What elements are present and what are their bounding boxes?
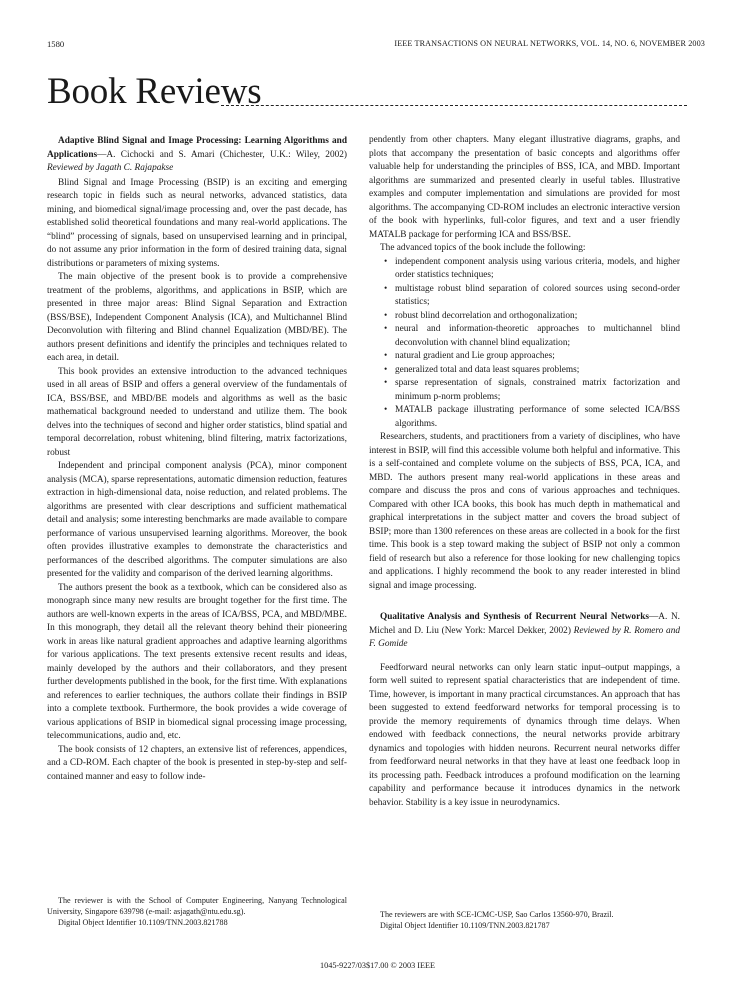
journal-header: IEEE TRANSACTIONS ON NEURAL NETWORKS, VOL. 14, NO. 6, NOVEMBER 2003 (394, 39, 705, 48)
footnote-text: The reviewer is with the School of Computer Engineering, Nanyang Technological University, Singapore 639798 (e-mail: asjagath@ntu.edu.sg). (47, 896, 347, 916)
footnote-doi: Digital Object Identifier 10.1109/TNN.2003.821788 (58, 918, 228, 927)
list-item: • natural gradient and Lie group approaches; (384, 350, 680, 364)
list-item: • independent component analysis using various criteria, models, and higher order statistics techniques; (384, 256, 680, 283)
list-item: • multistage robust blind separation of colored sources using second-order statistics; (384, 283, 680, 310)
paragraph: The book consists of 12 chapters, an extensive list of references, appendices, and a CD-ROM. Each chapter of the book is presented in step-by-step and self-contained manner and easy to follow inde- (47, 744, 347, 782)
topics-intro: The advanced topics of the book include the following: (380, 243, 586, 253)
review-byline: —A. Cichocki and S. Amari (Chichester, U.K.: Wiley, 2002) (97, 149, 347, 160)
section-header (47, 72, 687, 112)
paragraph: Researchers, students, and practitioners from a variety of disciplines, who have interest in BSIP, will find this accessible volume both helpful and informative. This is a self-contained and complete volume on the subjects of BSS, PCA, ICA, and MBD. The authors present many real-world applications in these areas and compare and discuss the pros and cons of various approaches and techniques. Compared with other ICA books, this book has much depth in mathematical and graphical interpretations in the subject matter and covers the broad subject of BSIP; more than 1300 references on these areas are collected in a book for the first time. This book is a step toward making the subject of BSIP not only a common field of research but also a reference for those looking for new challenging topics and applications. I highly recommend the book to any reader interested in blind signal and image processing. (369, 432, 680, 591)
page-number: 1580 (47, 39, 65, 49)
list-item: • neural and information-theoretic approaches to multichannel blind deconvolution with channel blind equalization; (384, 323, 680, 350)
paragraph: This book provides an extensive introduction to the advanced techniques used in all areas of BSIP and offers a general overview of the fundamentals of ICA, BSS/BSE, and MBD/BE models and algorithms as well as the basic mathematical background needed to understand and utilize them. The book delves into the techniques of second and higher order statistics, blind spatial and temporal decorrelation, robust whitening, blind filtering, matrix factorizations, robust (47, 366, 347, 458)
review-byline: —A. N. Michel and D. Liu (New York: Marcel Dekker, 2002) (369, 612, 680, 636)
left-column (47, 135, 347, 784)
review-title: Qualitative Analysis and Synthesis of Recurrent Neural Networks (380, 612, 649, 622)
reviewer: Reviewed by R. Romero and F. Gomide (369, 625, 680, 649)
footnote-left (47, 895, 347, 928)
review-title: Adaptive Blind Signal and Image Processing: Learning Algorithms and Applications (47, 136, 347, 160)
list-item: • robust blind decorrelation and orthogonalization; (384, 310, 680, 324)
paragraph: Independent and principal component analysis (PCA), minor component analysis (MCA), sparse representations, automatic dimension reduction, features extraction in high-dimensional data, noise reduction, and related problems. The algorithms are presented with clear descriptions and sufficient mathematical detail and analysis; some interesting benchmarks are made available to compare performance of various unsupervised learning algorithms. Moreover, the book often provides illustrative examples to demonstrate the characteristics and performances of the described algorithms. The computer simulations are also presented for the validity and comparison of the derived learning algorithms. (47, 461, 347, 579)
paragraph: Feedforward neural networks can only learn static input–output mappings, a form well suited to represent spatial characteristics that are independent of time. Time, however, is important in many practical circumstances. An approach that has been suggested to extend feedforward networks for temporal processing is to provide the memory requirements of dynamics through time delays. When endowed with feedback connections, the neural networks provide arbitrary dynamics and topologies with hidden neurons. Recurrent neural networks differ from feedforward neural networks in that they have at least one feedback loop in its processing path. Feedback introduces a profound modification on the learning capability and performance because it introduces dynamics in the network behavior. Stability is a key issue in neurodynamics. (369, 662, 680, 808)
list-item: • generalized total and data least squares problems; (384, 364, 680, 378)
right-column (369, 134, 680, 810)
footnote-text: The reviewers are with SCE-ICMC-USP, Sao Carlos 13560-970, Brazil. (380, 910, 614, 919)
title-rule (221, 105, 687, 106)
footnote-doi: Digital Object Identifier 10.1109/TNN.2003.821787 (380, 921, 550, 930)
footnote-right (369, 909, 680, 931)
list-item: • MATALB package illustrating performance of some selected ICA/BSS algorithms. (384, 404, 680, 431)
review-heading (47, 135, 347, 176)
topic-list (369, 256, 680, 432)
reviewer: Reviewed by Jagath C. Rajapakse (47, 163, 174, 173)
copyright-line: 1045-9227/03$17.00 © 2003 IEEE (320, 961, 435, 970)
paragraph-continued: pendently from other chapters. Many elegant illustrative diagrams, graphs, and plots that accompany the presentation of basic concepts and algorithms offer valuable help for understanding the principles of BSS, ICA, and MBD. Important algorithms are summarized and presented clearly in useful tables. Illustrative examples and computer implementation and simulations are provided for most algorithms. The accompanying CD-ROM includes an electronic interactive version of the book with hyperlinks, full-color figures, and text and a user friendly MATALB package for performing ICA and BSS/BSE. (369, 135, 680, 240)
list-item: • sparse representation of signals, constrained matrix factorization and minimum p-norm problems; (384, 377, 680, 404)
section-title: Book Reviews (47, 71, 262, 112)
paragraph: The main objective of the present book is to provide a comprehensive treatment of the problems, algorithms, and applications in BSIP, which are presented in three major areas: Blind Signal Separation and Extraction (BSS/BSE), Independent Component Analysis (ICA), and Multichannel Blind Deconvolution with filtering and Blind channel Equalization (MBD/BE). The authors present definitions and identify the principles and techniques related to each area, in detail. (47, 272, 347, 363)
paragraph: The authors present the book as a textbook, which can be considered also as monograph since many new results are brought together for the first time. The authors are well-known experts in the areas of ICA/BSS, PCA, and MBD/MBE. In this monograph, they detail all the relevant theory behind their pioneering work in areas like natural gradient approaches and adaptive learning algorithms for various applications. The text presents extensive recent results and ideas, mainly developed by the authors and their collaborators, and they present further developments published in the book, for the first time. With explanations and references to earlier techniques, the authors collate their findings in BSIP into a complete textbook. Furthermore, the book provides a wide coverage of various applications of BSIP in biomedical signal processing image processing, telecommunications, audio and, etc. (47, 582, 347, 741)
review-heading (369, 611, 680, 652)
paragraph: Blind Signal and Image Processing (BSIP) is an exciting and emerging research topic in fields such as neural networks, advanced statistics, data mining, and biomedical signal/image processing and, over the past decade, has established solid theoretical foundations and many real-world applications. The “blind” processing of signals, based on unsupervised learning and in principal, do not assume any prior information in the form of desired training data, signal distributions or parameters of mixing systems. (47, 177, 347, 269)
second-review (369, 611, 680, 810)
